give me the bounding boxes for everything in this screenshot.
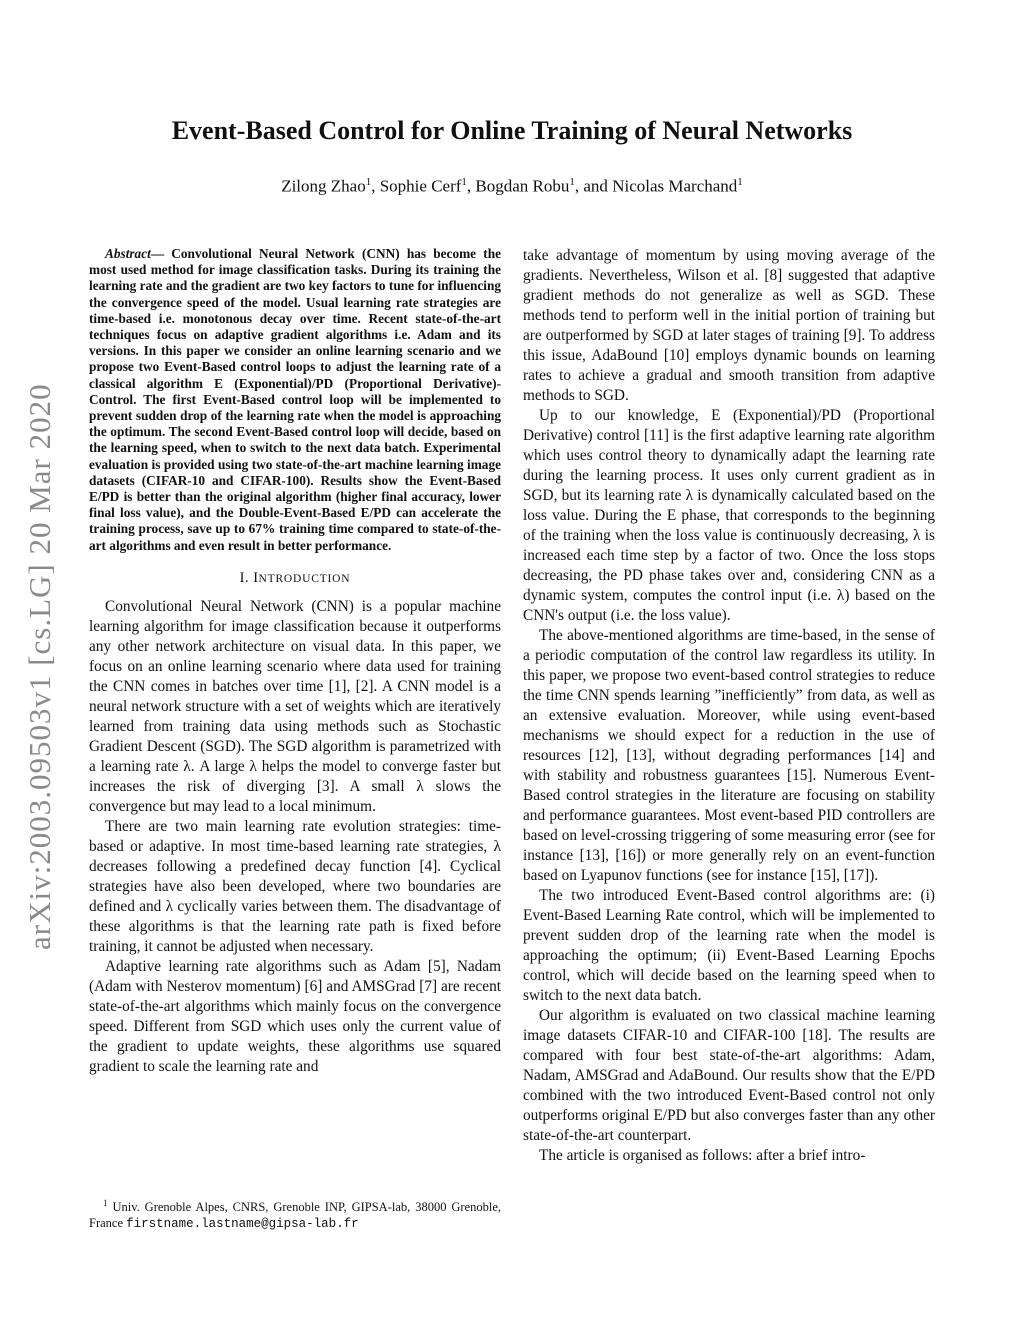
- body-paragraph: Up to our knowledge, E (Exponential)/PD (Proportional Derivative) control [11] is the first adaptive learning rate algorithm which uses control theory to dynamically adapt the learning rate during the learning process. It uses only current gradient as in SGD, but its learning rate λ is dynamically calculated based on the loss value. During the E phase, that corresponds to the beginning of the training when the loss value is continuously decreasing, λ is increased each time step by a factor of two. Once the loss stops decreasing, the PD phase takes over and, considering CNN as a dynamic system, computes the control input (i.e. λ) based on the CNN's output (i.e. the loss value).: [523, 407, 935, 624]
- body-paragraph: The two introduced Event-Based control algorithms are: (i) Event-Based Learning Rate control, which will be implemented to prevent sudden drop of the learning rate when the model is approaching the optimum; (ii) Event-Based Learning Epochs control, which will decide based on the learning speed when to switch to the next data batch.: [523, 887, 935, 1004]
- body-paragraph: The above-mentioned algorithms are time-based, in the sense of a periodic computation of the control law regardless its utility. In this paper, we propose two event-based control strategies to reduce the time CNN spends learning ”inefficiently” from data, as well as an extensive evaluation. Moreover, while using event-based mechanisms we should expect for a reduction in the use of resources [12], [13], without degrading performances [14] and with stability and robustness guarantees [15]. Numerous Event-Based control strategies in the literature are focusing on stability and performance guarantees. Most event-based PID controllers are based on level-crossing triggering of some measuring error (see for instance [13], [16]) or more generally rely on an event-function based on Lyapunov functions (see for instance [15], [17]).: [523, 627, 935, 884]
- body-paragraph: Adaptive learning rate algorithms such as Adam [5], Nadam (Adam with Nesterov momentum) [6] and AMSGrad [7] are recent state-of-the-art algorithms which mainly focus on the convergence speed. Different from SGD which uses only the current value of the gradient to update weights, these algorithms use squared gradient to scale the learning rate and: [89, 957, 501, 1075]
- section-title-initial: I: [253, 569, 259, 586]
- footnote-mark: 1: [103, 1198, 108, 1208]
- footnote-text: Univ. Grenoble Alpes, CNRS, Grenoble INP, GIPSA-lab, 38000 Grenoble, France: [89, 1200, 502, 1231]
- right-column: [523, 246, 935, 1166]
- body-paragraph: There are two main learning rate evolution strategies: time-based or adaptive. In most time-based learning rate strategies, λ decreases following a predefined decay function [4]. Cyclical strategies have also been developed, where two boundaries are defined and λ cyclically varies between them. The disadvantage of these algorithms is that the learning rate path is fixed before training, it cannot be adjusted when necessary.: [89, 817, 501, 955]
- abstract-label: Abstract: [105, 246, 151, 261]
- author-name: Nicolas Marchand: [612, 176, 738, 196]
- abstract-dash: —: [150, 246, 172, 261]
- left-column: [89, 246, 501, 1077]
- author-separator: ,: [466, 176, 476, 196]
- affiliation-mark: 1: [365, 176, 372, 188]
- body-paragraph: take advantage of momentum by using moving average of the gradients. Nevertheless, Wilson et al. [8] suggested that adaptive gradient methods do not generalize as well as SGD. These methods tend to perform well in the initial portion of training but are outperformed by SGD at later stages of training [9]. To address this issue, AdaBound [10] employs dynamic bounds on learning rates to achieve a gradual and smooth transition from adaptive methods to SGD.: [523, 247, 935, 404]
- body-paragraph: Our algorithm is evaluated on two classical machine learning image datasets CIFAR-10 and CIFAR-100 [18]. The results are compared with four best state-of-the-art algorithms: Adam, Nadam, AMSGrad and AdaBound. Our results show that the E/PD combined with the two introduced Event-Based control not only outperforms original E/PD but also converges faster than any other state-of-the-art counterpart.: [523, 1007, 935, 1144]
- affiliation-mark: 1: [737, 176, 743, 188]
- arxiv-identifier: arXiv:2003.09503v1 [cs.LG] 20 Mar 2020: [22, 383, 57, 950]
- author-separator: ,: [371, 176, 380, 196]
- author-separator: , and: [574, 176, 613, 196]
- affiliation-mark: 1: [461, 176, 467, 188]
- author-name: Zilong Zhao: [281, 176, 366, 196]
- affiliation-footnote: [89, 1195, 501, 1232]
- arxiv-stamp: [14, 360, 62, 950]
- body-paragraph: The article is organised as follows: after a brief intro-: [539, 1147, 866, 1164]
- body-paragraph: Convolutional Neural Network (CNN) is a popular machine learning algorithm for image classification because it outperforms any other network architecture on visual data. In this paper, we focus on an online learning scenario where data used for training the CNN comes in batches over time [1], [2]. A CNN model is a neural network structure with a set of weights which are iteratively learned from training data using methods such as Stochastic Gradient Descent (SGD). The SGD algorithm is parametrized with a learning rate λ. A large λ helps the model to converge faster but increases the risk of diverging [3]. A small λ slows the convergence but may lead to a local minimum.: [89, 597, 501, 815]
- section-title-rest: NTRODUCTION: [258, 572, 351, 585]
- author-list: [0, 176, 1024, 197]
- abstract: [89, 246, 501, 554]
- footnote-email[interactable]: firstname.lastname@gipsa-lab.fr: [126, 1217, 359, 1232]
- abstract-text: Convolutional Neural Network (CNN) has become the most used method for image classification tasks. During its training the learning rate and the gradient are two key factors to tune for influencing the convergence speed of the model. Usual learning rate strategies are time-based i.e. monotonous decay over time. Recent state-of-the-art techniques focus on adaptive gradient algorithms i.e. Adam and its versions. In this paper we consider an online learning scenario and we propose two Event-Based control loops to adjust the learning rate of a classical algorithm E (Exponential)/PD (Proportional Derivative)-Control. The first Event-Based control loop will be implemented to prevent sudden drop of the learning rate when the model is approaching the optimum. The second Event-Based control loop will decide, based on the learning speed, when to switch to the next data batch. Experimental evaluation is provided using two state-of-the-art machine learning image datasets (CIFAR-10 and CIFAR-100). Results show the Event-Based E/PD is better than the original algorithm (higher final accuracy, lower final loss value), and the Double-Event-Based E/PD can accelerate the training process, save up to 67% training time compared to state-of-the-art algorithms and even result in better performance.: [89, 246, 501, 553]
- section-heading-introduction: [89, 568, 501, 589]
- paper-title: Event-Based Control for Online Training of Neural Networks: [171, 116, 853, 145]
- author-name: Bogdan Robu: [475, 176, 570, 196]
- affiliation-mark: 1: [569, 176, 575, 188]
- author-name: Sophie Cerf: [379, 176, 462, 196]
- section-number: I.: [239, 569, 254, 586]
